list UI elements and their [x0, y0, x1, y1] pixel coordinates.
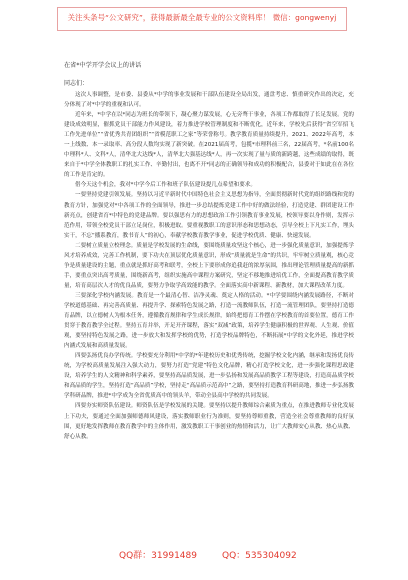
qq-group-number: QQ群：31991489 [119, 551, 197, 561]
paragraph: 这次人事调整，是市委、县委从*中学的事业发展和干部队伍建设全局出发，通盘考虑、慎重研究作出的决定，充分体现了对*中学的重视和认可。 [64, 92, 354, 109]
paragraph: 近年来，*中学在以*同志为班长的带领下，凝心聚力谋发展，心无旁骛干事业，各项工作都取得了长足发展。党的建设成效明显，催抓党员干部能力作风建设，着力推进学校管理制度和不断优化，近年来，学校先后获得“省空军招飞工作先进单位”“省优秀共青团组织”“省模范职工之家”等荣誉称号。教学教育质量持续提升，2021、2022年高考，本一上线数、本一录取率、高分段人数均实现了新突破。在2021届高考，包揽*市理科前三名，22届高考，*名前100名中理科*人、文科*人，清华北大达线*人，清华北大强基达线*人，再一次实现了量与质的新跨越，这些成绩的取得，既来自于*中学全体教职工的扎实工作、辛勤付出，也离不开*同志的正确领导和成功的积极配合，县委对于如此在在各位的工作是肯定的。 [64, 112, 354, 179]
paragraph: 借今天这个机会，我对*中学今后工作和班子队伍建设提几点希望和要求。 [75, 182, 256, 189]
paragraph: 四要夯实师资队伍建设。师资队伍是学校发展的关键。要坚持以提升教师综合素质为重点，在推进教师专业化发展上下功夫，要通过全面加强师德师风建设，落实教师职业行为准则，要坚持尊师重教，营造全社会尊重教师的良好氛围，更好地发挥教师在教育教学中的主体作用，激发教职工干事创业的热情和活力，让广大教师安心从教、热心从教、舒心从教。 [64, 403, 354, 440]
banner-text: 关注头条号“公文研究”，获得最新最全最专业的公文资料库！ 微信：gongwenyj [67, 13, 337, 22]
footer [0, 548, 408, 564]
paragraph-list [64, 90, 354, 442]
document-body [64, 62, 354, 442]
qq-number: QQ：535304092 [222, 551, 297, 561]
greeting: 同志们： [64, 80, 89, 87]
paragraph: 四要弘扬优良办学传统。学校要充分利用*中学的*年建校历史和优秀传统，挖掘学校文化内涵，继承和发扬优良传统，为学校高质量发展注入强大动力，要努力打造“党建”特色文化品牌，精心打造学校文化，进一步强化课程思政建设，培养学生的人文精神和科学素养，要坚持高品质发展，进一步弘扬和发展高品质教学工程等建设，打造高品质学校和高品质的学生，坚持打造“高品质”学校，坚持走“高品质示范高中”之路，要坚持打造教育科研高地，推进一步弘扬教学科研品牌，推进*中学成为全省优质高中的领头羊，带动全县高中学校的共同发展。 [64, 353, 354, 400]
paragraph: 一要坚持党建引领发展。坚持以习近平新时代中国特色社会主义思想为指导，全面贯彻新时代党的组织路线和党的教育方针，加强党对*中各项工作的全面领导，推进一步总结提炼党建工作中好的做法经验，打造党建、群团建设工作新亮点，创建省育*中特色的党建品牌。要以强思有力的思想政治工作引领教育事业发展，校领导要以身作则，发挥示范作用，带领全校党员干部立足岗位，积极进取。要重视教职工的意识形态和思想动态，引导全校上下凡实工作，埋头实干，不忘“播系教育，教书育人”的初心，奉献学校教育教学事业，促进学校优质、健康、快速发展。 [64, 192, 354, 239]
document-title: 在省*中学开学会议上的讲话 [64, 62, 142, 69]
paragraph: 三要深化学校内涵发展。教育是一个最清心智、洁净灵魂、奠定人格的活动。*中学要围绕内涵发展路径，不断对学校道德基础、再完善高质量、再提升学、探索特色发展之路，打造一流教师队伍，打造一流管理团队，要坚持打造德育品牌，以立德树人为根本任务，遵循教育规律和学生成长规律，始终把德育工作摆在学校教育的首要位置，德育工作贯穿于教育教学全过程。坚持五育并举，开足开齐课程，落实“双减”政策，培养学生健康积极的世界观、人生观、价值观，要坚持特色发展之路，进一步放大和发挥学校的优势，打造学校品牌特色，不断拓展*中学的文化外延，推进学校内涵式发展和高质量发展。 [64, 292, 354, 350]
paragraph: 二要树立质量立校理念。质量是学校发展的生命线，要围绕质量攻坚这个核心，进一步强化质量意识，加强提炼学风才培养成效，完善工作机制，要下功夫在顶层优化质量意识，形成“质量就是生命”的共识，牢牢树立质量观，核心竞争是质量建设的主题，重点就是抓好高考和联考，全校上下要形成你追我赶的浓厚氛围，推出理论管理质量提高的新抓手，要重点突出高考质量，围绕新高考，组织实施高中课程方案研究，坚定不移地推进培优工作，全面提高教育教学质量，培育高层次人才的优良品质，要努力争取学高效能的教学。全面落实高中新课程、新教材，加大课程改革力度。 [64, 242, 354, 289]
banner-box [57, 7, 347, 31]
header-banner [0, 0, 408, 40]
